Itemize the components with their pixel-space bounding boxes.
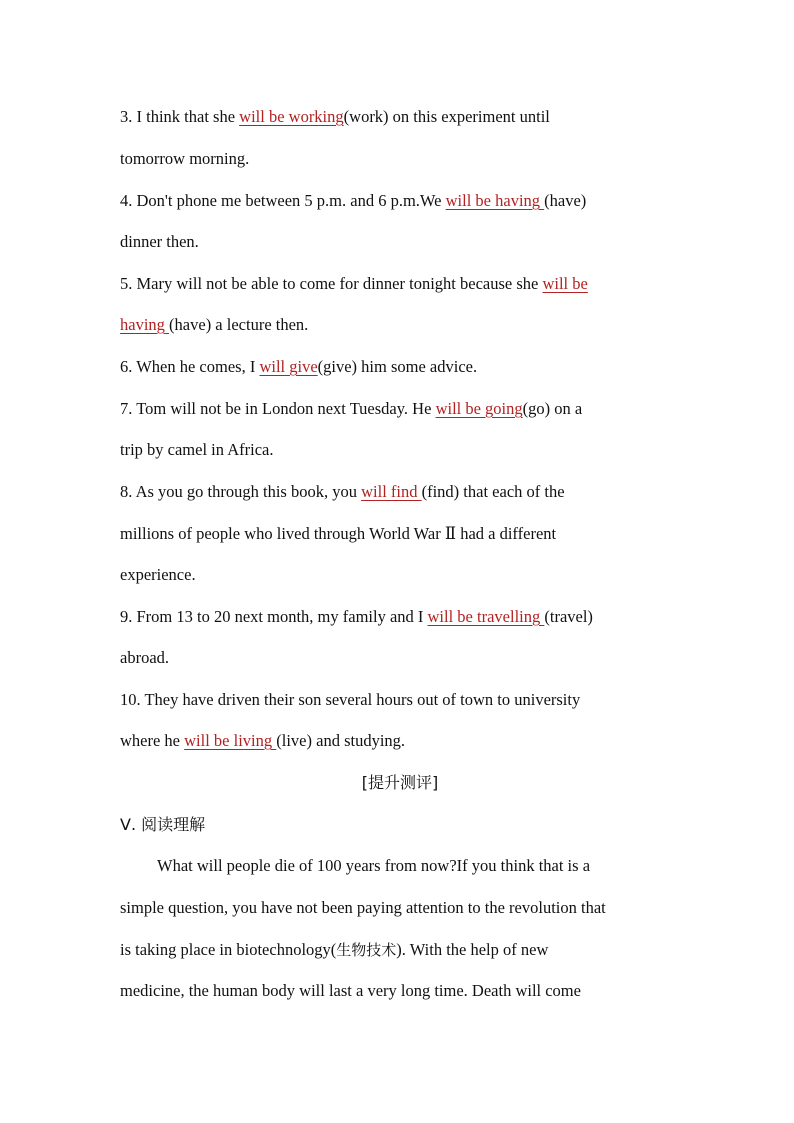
exercise-text: (have) a lecture then.: [169, 315, 309, 334]
exercise-text: As you go through this book, you: [135, 482, 362, 501]
exercise-text: I think that she: [136, 107, 240, 126]
exercise-text: (give) him some advice.: [317, 357, 478, 376]
exercise-text: They have driven their son several hours out of town to university: [144, 690, 581, 709]
exercise-8-continued-2: experience.: [120, 565, 196, 584]
exercise-text: (live) and studying.: [276, 731, 406, 750]
exercise-text: When he comes, I: [136, 357, 260, 376]
exercise-4: [120, 190, 586, 212]
answer-blank: will be going: [435, 399, 523, 418]
exercise-number: 10.: [120, 690, 141, 709]
exercise-text: Don't phone me between 5 p.m. and 6 p.m.We: [136, 191, 446, 210]
exercise-number: 3.: [120, 107, 133, 126]
exercise-8-continued: millions of people who lived through World War Ⅱ had a different: [120, 524, 557, 543]
answer-blank: will be having: [445, 191, 545, 210]
exercise-number: 9.: [120, 607, 133, 626]
exercise-6: [120, 356, 477, 378]
exercise-5: [120, 273, 588, 295]
exercise-3: [120, 106, 550, 128]
passage-line-3: [120, 939, 548, 961]
exercise-text: (travel): [544, 607, 593, 626]
exercise-7-continued: trip by camel in Africa.: [120, 440, 274, 459]
passage-line-2: simple question, you have not been paying attention to the revolution that: [120, 898, 606, 917]
exercise-4-continued: dinner then.: [120, 232, 199, 251]
exercise-text: (find) that each of the: [421, 482, 565, 501]
exercise-number: 6.: [120, 357, 133, 376]
exercise-number: 4.: [120, 191, 133, 210]
exercise-text: (work) on this experiment until: [343, 107, 550, 126]
exercise-text: where he: [120, 731, 185, 750]
exercise-text: Tom will not be in London next Tuesday. He: [136, 399, 436, 418]
passage-line-1: What will people die of 100 years from now?If you think that is a: [157, 856, 591, 875]
passage-line-4: medicine, the human body will last a very long time. Death will come: [120, 981, 581, 1000]
section-title: Ⅴ. 阅读理解: [120, 815, 206, 834]
exercise-number: 7.: [120, 399, 133, 418]
exercise-10: [120, 689, 580, 711]
exercise-number: 8.: [120, 482, 133, 501]
exercise-9-continued: abroad.: [120, 648, 170, 667]
exercise-7: [120, 398, 582, 420]
section-label: [提升测评]: [361, 773, 439, 792]
answer-blank: will be: [542, 274, 588, 293]
passage-text: is taking place in biotechnology(: [120, 940, 337, 959]
answer-blank: will be working: [239, 107, 344, 126]
exercise-number: 5.: [120, 274, 133, 293]
exercise-8: [120, 481, 565, 503]
exercise-text: (go) on a: [522, 399, 583, 418]
exercise-9: [120, 606, 593, 628]
answer-blank: will give: [259, 357, 318, 376]
exercise-3-continued: tomorrow morning.: [120, 149, 250, 168]
passage-gloss: 生物技术: [336, 941, 397, 959]
exercise-text: From 13 to 20 next month, my family and I: [136, 607, 428, 626]
answer-blank: will be living: [184, 731, 277, 750]
exercise-10-continued: [120, 730, 405, 752]
exercise-5-continued: [120, 314, 308, 336]
answer-blank: will be travelling: [427, 607, 545, 626]
exercise-text: (have): [544, 191, 587, 210]
answer-blank: will find: [361, 482, 422, 501]
passage-text: ). With the help of new: [396, 940, 549, 959]
answer-blank: having: [120, 315, 170, 334]
exercise-text: Mary will not be able to come for dinner tonight because she: [136, 274, 543, 293]
